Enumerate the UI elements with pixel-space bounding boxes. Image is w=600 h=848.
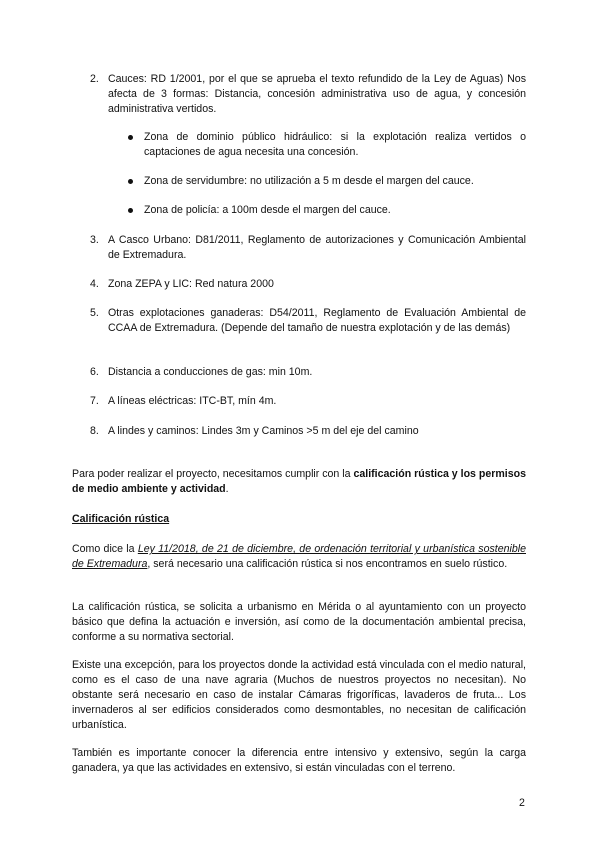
list-text: A Casco Urbano: D81/2011, Reglamento de autorizaciones y Comunicación Ambiental de Extremadura.: [108, 234, 526, 261]
bullet-text: Zona de dominio público hidráulico: si la explotación realiza vertidos o captaciones de agua necesita una concesión.: [144, 131, 526, 158]
list-item-4: [90, 277, 526, 292]
paragraph-2: La calificación rústica, se solicita a urbanismo en Mérida o al ayuntamiento con un proyecto básico que defina la actuación e inversión, así como de la documentación ambiental precisa, conforme a su normativa sectorial.: [72, 601, 526, 643]
paragraph-3: Existe una excepción, para los proyectos donde la actividad está vinculada con el medio natural, como es el caso de una nave agraria (Muchos de nuestros proyectos no necesitan). No obstante será necesario en caso de instalar Cámaras frigoríficas, lavaderos de fruta... Los invernaderos al ser edificios considerados como desmontables, no necesitan de calificación urbanística.: [72, 659, 526, 731]
bullet-dot-icon: [128, 135, 133, 140]
paragraph-4: También es importante conocer la diferencia entre intensivo y extensivo, según la carga ganadera, ya que las actividades en extensivo, si están vinculadas con el terreno.: [72, 747, 526, 774]
bullet-dot-icon: [128, 208, 133, 213]
list-item-5: [90, 306, 526, 336]
p1-text-start: Como dice la: [72, 543, 138, 555]
list-number: 6.: [90, 366, 99, 378]
list-item-3: [90, 233, 526, 263]
paragraph-1: [72, 542, 526, 572]
section-title: Calificación rústica: [72, 513, 170, 525]
bullet-text: Zona de servidumbre: no utilización a 5 m desde el margen del cauce.: [144, 175, 474, 187]
list-item-7: [90, 394, 526, 409]
list-text: Otras explotaciones ganaderas: D54/2011, Reglamento de Evaluación Ambiental de CCAA de Extremadura. (Depende del tamaño de nuestra explotación y de las demás): [108, 307, 526, 334]
list-text: A lindes y caminos: Lindes 3m y Caminos >5 m del eje del camino: [108, 425, 419, 437]
bullet-item-3: [128, 203, 526, 218]
list-number: 3.: [90, 234, 99, 246]
list-item-8: [90, 424, 526, 439]
law-link[interactable]: Ley 11/2018, de 21 de diciembre, de ordenación territorial y urbanística sostenible de Extremadura: [72, 543, 526, 570]
bullet-item-1: [128, 130, 526, 160]
bullet-dot-icon: [128, 179, 133, 184]
list-number: 5.: [90, 307, 99, 319]
intro-bold-text: calificación rústica y los permisos de medio ambiente y actividad: [72, 468, 526, 495]
list-text: Cauces: RD 1/2001, por el que se aprueba el texto refundido de la Ley de Aguas) Nos afecta de 3 formas: Distancia, concesión administrativa uso de agua, y concesión administrativa vertidos.: [108, 73, 526, 115]
list-text: Zona ZEPA y LIC: Red natura 2000: [108, 278, 274, 290]
page-number: 2: [519, 797, 525, 809]
list-item-6: [90, 365, 526, 380]
bullet-item-2: [128, 174, 526, 189]
intro-end: .: [225, 483, 229, 495]
list-number: 7.: [90, 395, 99, 407]
list-text: A líneas eléctricas: ITC-BT, mín 4m.: [108, 395, 277, 407]
p1-text-end: , será necesario una calificación rústica si nos encontramos en suelo rústico.: [147, 558, 508, 570]
list-number: 4.: [90, 278, 99, 290]
intro-paragraph: [72, 467, 526, 497]
list-item-2: [90, 72, 526, 117]
list-text: Distancia a conducciones de gas: min 10m.: [108, 366, 313, 378]
list-number: 2.: [90, 73, 99, 85]
intro-text: Para poder realizar el proyecto, necesitamos cumplir con la: [72, 468, 354, 480]
bullet-text: Zona de policía: a 100m desde el margen del cauce.: [144, 204, 391, 216]
list-number: 8.: [90, 425, 99, 437]
